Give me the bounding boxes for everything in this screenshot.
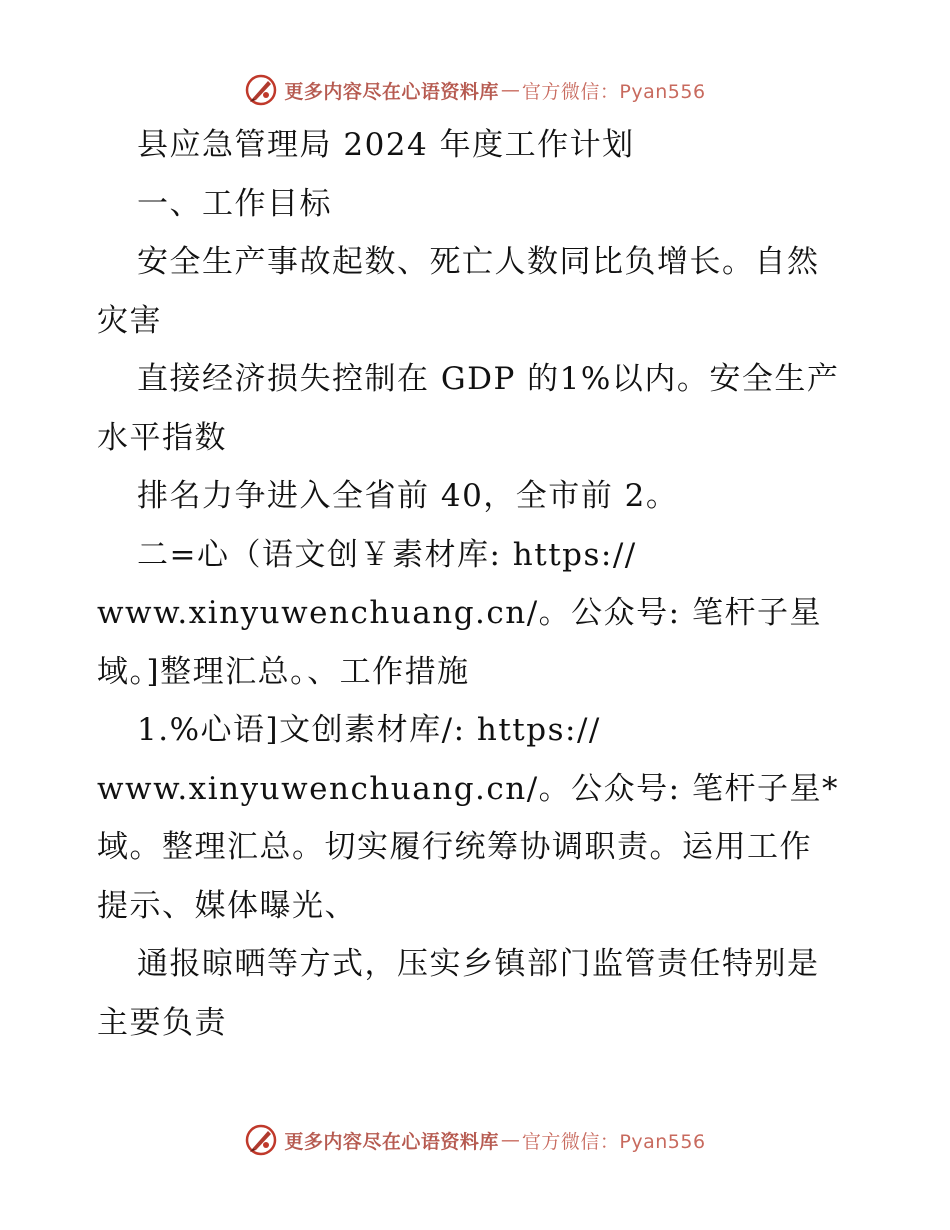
banner-dash: — <box>500 79 520 101</box>
document-line: 安全生产事故起数、死亡人数同比负增长。自然 <box>137 244 820 280</box>
document-line: www.xinyuwenchuang.cn/。公众号: 笔杆子星 <box>97 595 822 631</box>
header-watermark-banner <box>0 68 950 112</box>
document-line: 排名力争进入全省前 40，全市前 2。 <box>137 478 679 514</box>
document-line: 通报晾晒等方式，压实乡镇部门监管责任特别是 <box>137 946 820 982</box>
document-line: 主要负责 <box>97 1004 227 1041</box>
banner-wechat-text: 官方微信：Pyan556 <box>521 80 706 103</box>
banner-main-text: 更多内容尽在心语资料库 <box>284 80 499 103</box>
document-line: www.xinyuwenchuang.cn/。公众号: 笔杆子星* <box>97 770 839 807</box>
document-line: 县应急管理局 2024 年度工作计划 <box>137 127 635 163</box>
document-body <box>97 116 857 1052</box>
footer-watermark-banner <box>0 1118 950 1162</box>
document-line: 灾害 <box>97 302 162 339</box>
banner-dash: — <box>500 1129 520 1151</box>
document-line: 域。整理汇总。切实履行统筹协调职责。运用工作 <box>97 829 812 865</box>
document-line: 水平指数 <box>97 419 227 456</box>
quill-logo-icon <box>244 73 278 107</box>
banner-main-text: 更多内容尽在心语资料库 <box>284 1130 499 1153</box>
banner-wechat-text: 官方微信：Pyan556 <box>521 1130 706 1153</box>
document-line: 一、工作目标 <box>137 185 332 222</box>
document-line: 1.%心语]文创素材库/: https:// <box>137 712 601 748</box>
document-line: 二=心（语文创￥素材库: https:// <box>137 536 637 573</box>
document-line: 直接经济损失控制在 GDP 的1%以内。安全生产 <box>137 361 840 397</box>
document-line: 域。]整理汇总。、工作措施 <box>97 653 470 690</box>
quill-logo-icon <box>244 1123 278 1157</box>
document-line: 提示、媒体曝光、 <box>97 887 357 924</box>
